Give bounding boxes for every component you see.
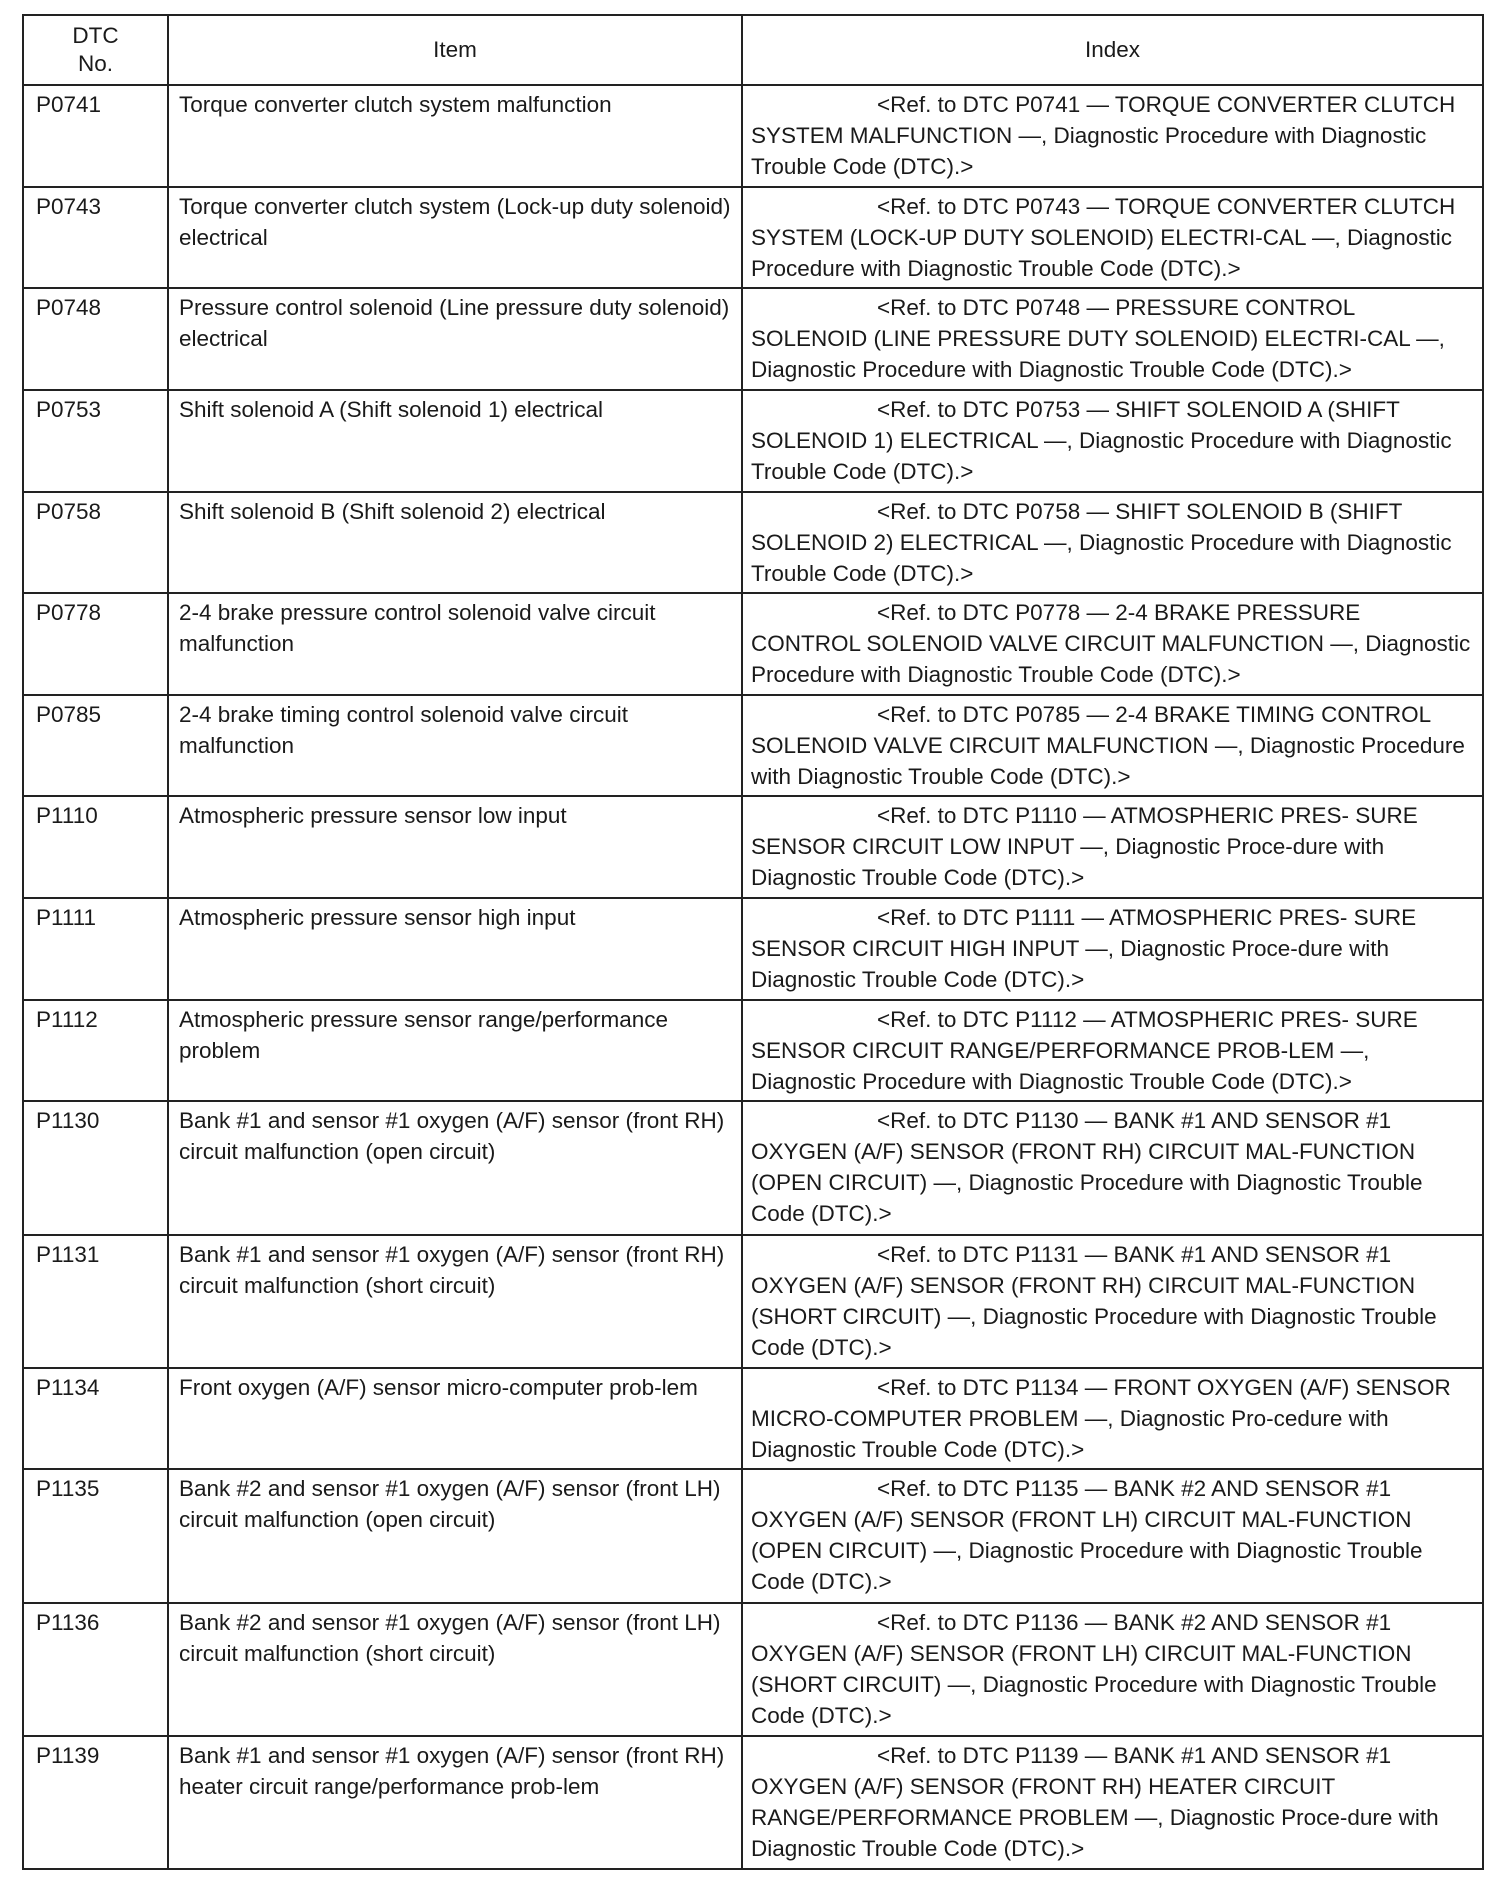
index-reference-link: #1 OXYGEN (A/F) SENSOR (FRONT RH) CIRCUIT MAL-FUNCTION (OPEN CIRCUIT) —, Diagnostic Procedure with Diagnostic Trouble Code (DTC).> (751, 1108, 1423, 1227)
index-reference-lead: <Ref. to DTC P1139 — BANK #1 AND SENSOR (877, 1742, 1360, 1768)
index-reference-link: CLUTCH SYSTEM MALFUNCTION —, Diagnostic Procedure with Diagnostic Trouble Code (DTC).> (751, 92, 1456, 179)
dtc-item-cell: 2-4 brake timing control solenoid valve circuit malfunction (168, 695, 742, 797)
index-reference-link: CONTROL SOLENOID VALVE CIRCUIT MALFUNCTION —, Diagnostic Procedure with Diagnostic Trouble Code (DTC).> (751, 631, 1471, 688)
index-reference-link: #1 OXYGEN (A/F) SENSOR (FRONT LH) CIRCUIT MAL-FUNCTION (SHORT CIRCUIT) —, Diagnostic Procedure with Diagnostic Trouble Code (DTC).> (751, 1609, 1437, 1728)
dtc-index-cell (742, 1368, 1483, 1470)
index-reference-link: SOLENOID (LINE PRESSURE DUTY SOLENOID) ELECTRI-CAL —, Diagnostic Procedure with Diagnostic Trouble Code (DTC).> (751, 326, 1445, 383)
index-reference-lead: <Ref. to DTC P1134 — FRONT OXYGEN (A/F) (877, 1374, 1350, 1400)
dtc-index-cell (742, 1101, 1483, 1234)
table-row (23, 288, 1483, 390)
dtc-code-cell: P1139 (23, 1736, 168, 1869)
table-row (23, 390, 1483, 492)
dtc-index-cell (742, 85, 1483, 187)
header-item: Item (168, 15, 742, 85)
index-reference-lead: <Ref. to DTC P0743 — TORQUE CONVERTER (877, 193, 1358, 219)
dtc-code-cell: P1130 (23, 1101, 168, 1234)
table-row (23, 796, 1483, 898)
index-reference-link: SURE SENSOR CIRCUIT LOW INPUT —, Diagnostic Proce-dure with Diagnostic Trouble Code (DTC).> (751, 803, 1418, 891)
index-reference-link: (SHIFT SOLENOID 2) ELECTRICAL —, Diagnostic Procedure with Diagnostic Trouble Code (DTC).> (751, 498, 1452, 586)
dtc-code-cell: P0741 (23, 85, 168, 187)
dtc-index-cell (742, 1469, 1483, 1602)
dtc-code-cell: P1135 (23, 1469, 168, 1602)
table-row (23, 1000, 1483, 1102)
dtc-index-cell (742, 1603, 1483, 1736)
dtc-item-cell: Atmospheric pressure sensor range/performance problem (168, 1000, 742, 1102)
header-row (23, 15, 1483, 85)
header-dtc-no (23, 15, 168, 85)
dtc-table-body (23, 85, 1483, 1869)
dtc-code-cell: P0753 (23, 390, 168, 492)
index-reference-lead: <Ref. to DTC P1131 — BANK #1 AND SENSOR (877, 1241, 1360, 1267)
dtc-index-cell (742, 390, 1483, 492)
dtc-code-cell: P1134 (23, 1368, 168, 1470)
index-reference-lead: <Ref. to DTC P0778 — 2-4 BRAKE PRESSURE (877, 600, 1361, 626)
table-row (23, 1469, 1483, 1602)
header-no-label: No. (77, 51, 113, 76)
index-reference-lead: <Ref. to DTC P1130 — BANK #1 AND SENSOR (877, 1108, 1360, 1134)
dtc-index-cell (742, 695, 1483, 797)
dtc-item-cell: Shift solenoid A (Shift solenoid 1) electrical (168, 390, 742, 492)
dtc-item-cell: Atmospheric pressure sensor high input (168, 898, 742, 1000)
header-index: Index (742, 15, 1483, 85)
table-row (23, 1368, 1483, 1470)
dtc-item-cell: Bank #1 and sensor #1 oxygen (A/F) sensor (front RH) heater circuit range/performance prob-lem (168, 1736, 742, 1869)
dtc-code-cell: P1110 (23, 796, 168, 898)
dtc-code-cell: P0785 (23, 695, 168, 797)
index-reference-link: #1 OXYGEN (A/F) SENSOR (FRONT LH) CIRCUIT MAL-FUNCTION (OPEN CIRCUIT) —, Diagnostic Procedure with Diagnostic Trouble Code (DTC).> (751, 1476, 1423, 1595)
dtc-item-cell: 2-4 brake pressure control solenoid valve circuit malfunction (168, 593, 742, 695)
index-reference-lead: <Ref. to DTC P1111 — ATMOSPHERIC PRES- (877, 905, 1348, 931)
dtc-item-cell: Shift solenoid B (Shift solenoid 2) electrical (168, 492, 742, 594)
dtc-index-cell (742, 796, 1483, 898)
dtc-index-cell (742, 1000, 1483, 1102)
header-dtc-label: DTC (72, 23, 119, 48)
dtc-index-cell (742, 1235, 1483, 1368)
dtc-item-cell: Atmospheric pressure sensor low input (168, 796, 742, 898)
dtc-item-cell: Bank #1 and sensor #1 oxygen (A/F) sensor (front RH) circuit malfunction (short circuit) (168, 1235, 742, 1368)
index-reference-link: #1 OXYGEN (A/F) SENSOR (FRONT RH) HEATER CIRCUIT RANGE/PERFORMANCE PROBLEM —, Diagnostic Proce-dure with Diagnostic Trouble Code (DTC).> (751, 1742, 1439, 1861)
dtc-table (22, 14, 1484, 1870)
dtc-item-cell: Bank #1 and sensor #1 oxygen (A/F) sensor (front RH) circuit malfunction (open circuit) (168, 1101, 742, 1234)
index-reference-lead: <Ref. to DTC P0758 — SHIFT SOLENOID B (877, 498, 1324, 524)
dtc-index-cell (742, 187, 1483, 289)
dtc-code-cell: P1136 (23, 1603, 168, 1736)
table-row (23, 1235, 1483, 1368)
dtc-index-cell (742, 288, 1483, 390)
index-reference-lead: <Ref. to DTC P0741 — TORQUE CONVERTER (877, 92, 1358, 117)
dtc-item-cell: Pressure control solenoid (Line pressure duty solenoid) electrical (168, 288, 742, 390)
dtc-code-cell: P0748 (23, 288, 168, 390)
index-reference-link: #1 OXYGEN (A/F) SENSOR (FRONT RH) CIRCUIT MAL-FUNCTION (SHORT CIRCUIT) —, Diagnostic Procedure with Diagnostic Trouble Code (DTC).> (751, 1241, 1437, 1360)
table-row (23, 1603, 1483, 1736)
dtc-document-page (22, 14, 1482, 1870)
dtc-item-cell: Torque converter clutch system (Lock-up duty solenoid) electrical (168, 187, 742, 289)
dtc-item-cell: Bank #2 and sensor #1 oxygen (A/F) sensor (front LH) circuit malfunction (short circuit) (168, 1603, 742, 1736)
index-reference-link: SURE SENSOR CIRCUIT RANGE/PERFORMANCE PROB-LEM —, Diagnostic Procedure with Diagnostic Trouble Code (DTC).> (751, 1006, 1418, 1094)
dtc-item-cell: Front oxygen (A/F) sensor micro-computer prob-lem (168, 1368, 742, 1470)
dtc-table-header (23, 15, 1483, 85)
dtc-item-cell: Bank #2 and sensor #1 oxygen (A/F) sensor (front LH) circuit malfunction (open circuit) (168, 1469, 742, 1602)
dtc-item-cell: Torque converter clutch system malfunction (168, 85, 742, 187)
table-row (23, 1736, 1483, 1869)
table-row (23, 593, 1483, 695)
dtc-code-cell: P1131 (23, 1235, 168, 1368)
dtc-code-cell: P1111 (23, 898, 168, 1000)
table-row (23, 187, 1483, 289)
dtc-code-cell: P0758 (23, 492, 168, 594)
table-row (23, 492, 1483, 594)
table-row (23, 898, 1483, 1000)
index-reference-lead: <Ref. to DTC P1135 — BANK #2 AND SENSOR (877, 1476, 1360, 1502)
dtc-index-cell (742, 1736, 1483, 1869)
index-reference-lead: <Ref. to DTC P0748 — PRESSURE CONTROL (877, 295, 1355, 321)
index-reference-link: CLUTCH SYSTEM (LOCK-UP DUTY SOLENOID) ELECTRI-CAL —, Diagnostic Procedure with Diagnostic Trouble Code (DTC).> (751, 193, 1456, 281)
index-reference-link: (SHIFT SOLENOID 1) ELECTRICAL —, Diagnostic Procedure with Diagnostic Trouble Code (DTC).> (751, 396, 1452, 484)
table-row (23, 1101, 1483, 1234)
index-reference-link: SURE SENSOR CIRCUIT HIGH INPUT —, Diagnostic Proce-dure with Diagnostic Trouble Code (DTC).> (751, 905, 1417, 993)
index-reference-lead: <Ref. to DTC P1136 — BANK #2 AND SENSOR (877, 1609, 1360, 1635)
index-reference-link: SENSOR MICRO-COMPUTER PROBLEM —, Diagnostic Pro-cedure with Diagnostic Trouble Code (DTC).> (751, 1374, 1451, 1462)
dtc-code-cell: P1112 (23, 1000, 168, 1102)
index-reference-lead: <Ref. to DTC P0753 — SHIFT SOLENOID A (877, 396, 1322, 422)
table-row (23, 695, 1483, 797)
dtc-code-cell: P0743 (23, 187, 168, 289)
dtc-index-cell (742, 492, 1483, 594)
dtc-index-cell (742, 898, 1483, 1000)
index-reference-lead: <Ref. to DTC P1110 — ATMOSPHERIC PRES- (877, 803, 1350, 829)
index-reference-lead: <Ref. to DTC P1112 — ATMOSPHERIC PRES- (877, 1006, 1350, 1032)
table-row (23, 85, 1483, 187)
dtc-code-cell: P0778 (23, 593, 168, 695)
dtc-index-cell (742, 593, 1483, 695)
index-reference-link: CONTROL SOLENOID VALVE CIRCUIT MALFUNCTION —, Diagnostic Procedure with Diagnostic Trouble Code (DTC).> (751, 701, 1465, 789)
index-reference-lead: <Ref. to DTC P0785 — 2-4 BRAKE TIMING (877, 701, 1315, 727)
